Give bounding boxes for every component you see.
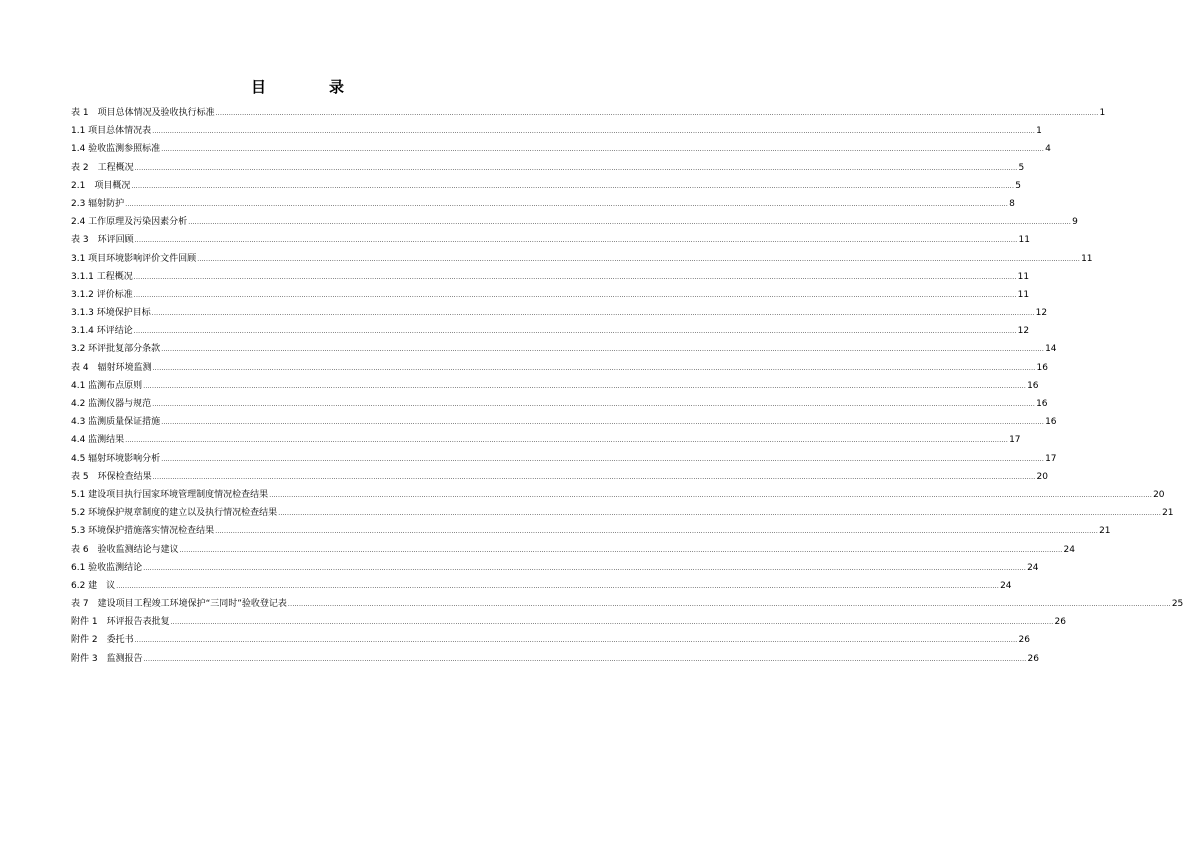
toc-entry-label: 4.1 监测布点原则 bbox=[71, 380, 143, 391]
toc-entry[interactable] bbox=[71, 450, 1057, 468]
toc-entry-page: 21 bbox=[1162, 508, 1174, 519]
toc-entry-page: 20 bbox=[1036, 471, 1048, 482]
toc-entry[interactable] bbox=[71, 213, 1078, 231]
toc-entry-label: 1.1 项目总体情况表 bbox=[71, 126, 152, 137]
toc-entry-page: 5 bbox=[1018, 162, 1025, 173]
toc-leader: ................................................................................................................................................................................................................................................................................................................................................................................................................ bbox=[116, 582, 1000, 590]
toc-entry-page: 12 bbox=[1035, 308, 1048, 319]
toc-entry-label: 2.1 项目概况 bbox=[71, 180, 131, 191]
toc-entry-page: 17 bbox=[1045, 453, 1057, 464]
toc-leader: ................................................................................................................................................................................................................................................................................................................................................................................................................ bbox=[197, 255, 1081, 263]
toc-entry-label: 5.1 建设项目执行国家环境管理制度情况检查结果 bbox=[71, 489, 269, 500]
toc-entry-page: 25 bbox=[1171, 599, 1183, 610]
toc-entry[interactable] bbox=[71, 413, 1057, 431]
toc-entry[interactable] bbox=[71, 359, 1048, 377]
toc-leader: ................................................................................................................................................................................................................................................................................................................................................................................................................ bbox=[151, 310, 1035, 318]
toc-leader: ................................................................................................................................................................................................................................................................................................................................................................................................................ bbox=[143, 655, 1027, 663]
toc-entry[interactable] bbox=[71, 631, 1030, 649]
toc-leader: ................................................................................................................................................................................................................................................................................................................................................................................................................ bbox=[133, 291, 1017, 299]
toc-entry-page: 11 bbox=[1018, 235, 1030, 246]
toc-leader: ................................................................................................................................................................................................................................................................................................................................................................................................................ bbox=[143, 564, 1027, 572]
toc-entry-label: 附件 2 委托书 bbox=[71, 635, 134, 646]
toc-entry-label: 3.1.4 环评结论 bbox=[71, 326, 133, 337]
toc-entry-label: 3.1.2 评价标准 bbox=[71, 289, 133, 300]
toc-leader: ................................................................................................................................................................................................................................................................................................................................................................................................................ bbox=[134, 237, 1018, 245]
toc-entry-page: 11 bbox=[1017, 271, 1030, 282]
toc-entry[interactable] bbox=[71, 468, 1048, 486]
toc-entry-label: 表 3 环评回顾 bbox=[71, 235, 134, 246]
toc-leader: ................................................................................................................................................................................................................................................................................................................................................................................................................ bbox=[133, 328, 1017, 336]
toc-entry[interactable] bbox=[71, 431, 1021, 449]
toc-entry[interactable] bbox=[71, 595, 1183, 613]
toc-leader: ................................................................................................................................................................................................................................................................................................................................................................................................................ bbox=[152, 364, 1036, 372]
toc-entry[interactable] bbox=[71, 286, 1030, 304]
toc-leader: ................................................................................................................................................................................................................................................................................................................................................................................................................ bbox=[215, 110, 1099, 117]
toc-entry[interactable] bbox=[71, 577, 1012, 595]
toc-entry-page: 1 bbox=[1099, 108, 1106, 118]
toc-leader: ................................................................................................................................................................................................................................................................................................................................................................................................................ bbox=[134, 637, 1018, 645]
toc-entry[interactable] bbox=[71, 522, 1111, 540]
toc-leader: ................................................................................................................................................................................................................................................................................................................................................................................................................ bbox=[125, 437, 1009, 445]
toc-leader: ................................................................................................................................................................................................................................................................................................................................................................................................................ bbox=[152, 128, 1036, 136]
toc-entry[interactable] bbox=[71, 377, 1039, 395]
toc-entry-page: 16 bbox=[1036, 399, 1048, 409]
toc-entry[interactable] bbox=[71, 122, 1042, 140]
toc-entry-page: 21 bbox=[1099, 526, 1111, 537]
toc-entry[interactable] bbox=[71, 559, 1039, 577]
toc-entry[interactable] bbox=[71, 504, 1174, 522]
toc-leader: ................................................................................................................................................................................................................................................................................................................................................................................................................ bbox=[131, 182, 1015, 190]
toc-entry-page: 1 bbox=[1036, 126, 1042, 137]
toc-entry-label: 3.1.3 环境保护目标 bbox=[71, 308, 151, 319]
toc-entry[interactable] bbox=[71, 395, 1048, 413]
toc-entry-label: 表 4 辐射环境监测 bbox=[71, 362, 152, 373]
toc-leader: ................................................................................................................................................................................................................................................................................................................................................................................................................ bbox=[134, 164, 1018, 172]
toc-entry-page: 14 bbox=[1045, 344, 1057, 355]
toc-entry-label: 5.2 环境保护规章制度的建立以及执行情况检查结果 bbox=[71, 508, 278, 519]
toc-leader: ................................................................................................................................................................................................................................................................................................................................................................................................................ bbox=[188, 219, 1072, 227]
toc-entry-label: 附件 3 监测报告 bbox=[71, 653, 143, 664]
toc-entry-page: 9 bbox=[1072, 217, 1078, 228]
toc-entry-label: 3.1 项目环境影响评价文件回顾 bbox=[71, 253, 197, 264]
toc-entry-page: 11 bbox=[1017, 289, 1030, 300]
toc-entry[interactable] bbox=[71, 140, 1051, 158]
toc-leader: ................................................................................................................................................................................................................................................................................................................................................................................................................ bbox=[125, 200, 1009, 208]
toc-entry-label: 4.4 监测结果 bbox=[71, 435, 125, 446]
toc-entry[interactable] bbox=[71, 177, 1021, 195]
toc-entry-label: 1.4 验收监测参照标准 bbox=[71, 144, 161, 155]
toc-leader: ................................................................................................................................................................................................................................................................................................................................................................................................................ bbox=[133, 273, 1017, 281]
toc-entry-label: 3.1.1 工程概况 bbox=[71, 271, 133, 282]
toc-entry-label: 附件 1 环评报告表批复 bbox=[71, 617, 170, 628]
toc-leader: ................................................................................................................................................................................................................................................................................................................................................................................................................ bbox=[215, 528, 1099, 536]
toc-entry-label: 6.1 验收监测结论 bbox=[71, 562, 143, 573]
toc-entry-page: 26 bbox=[1018, 635, 1030, 646]
toc-entry-page: 24 bbox=[1000, 580, 1012, 591]
toc-leader: ................................................................................................................................................................................................................................................................................................................................................................................................................ bbox=[152, 401, 1036, 408]
toc-entry[interactable] bbox=[71, 613, 1066, 631]
toc-entry[interactable] bbox=[71, 322, 1030, 340]
toc-entry[interactable] bbox=[71, 231, 1030, 249]
toc-entry-label: 表 6 验收监测结论与建议 bbox=[71, 544, 179, 555]
toc-entry-label: 4.5 辐射环境影响分析 bbox=[71, 453, 161, 464]
toc-leader: ................................................................................................................................................................................................................................................................................................................................................................................................................ bbox=[161, 419, 1045, 427]
toc-entry[interactable] bbox=[71, 486, 1165, 504]
toc-entry-page: 8 bbox=[1009, 198, 1015, 209]
toc-entry[interactable] bbox=[71, 304, 1048, 322]
toc-entry[interactable] bbox=[71, 541, 1075, 559]
toc-entry-page: 11 bbox=[1081, 253, 1093, 264]
toc-leader: ................................................................................................................................................................................................................................................................................................................................................................................................................ bbox=[269, 491, 1153, 499]
toc-entry-page: 24 bbox=[1063, 544, 1075, 555]
toc-entry[interactable] bbox=[71, 159, 1025, 177]
toc-leader: ................................................................................................................................................................................................................................................................................................................................................................................................................ bbox=[161, 346, 1045, 354]
table-of-contents bbox=[71, 104, 1183, 668]
toc-leader: ................................................................................................................................................................................................................................................................................................................................................................................................................ bbox=[143, 382, 1027, 390]
toc-leader: ................................................................................................................................................................................................................................................................................................................................................................................................................ bbox=[278, 510, 1162, 518]
toc-entry-page: 4 bbox=[1045, 144, 1051, 155]
toc-title: 目 录 bbox=[250, 78, 368, 96]
toc-leader: ................................................................................................................................................................................................................................................................................................................................................................................................................ bbox=[161, 146, 1045, 154]
toc-entry-label: 4.2 监测仪器与规范 bbox=[71, 399, 152, 409]
toc-entry-label: 5.3 环境保护措施落实情况检查结果 bbox=[71, 526, 215, 537]
toc-entry-label: 2.3 辐射防护 bbox=[71, 198, 125, 209]
toc-entry-page: 16 bbox=[1027, 380, 1039, 391]
toc-entry-label: 表 1 项目总体情况及验收执行标准 bbox=[71, 108, 215, 118]
toc-entry-label: 6.2 建 议 bbox=[71, 580, 116, 591]
toc-entry-label: 3.2 环评批复部分条款 bbox=[71, 344, 161, 355]
toc-entry-page: 12 bbox=[1017, 326, 1030, 337]
toc-entry[interactable] bbox=[71, 340, 1057, 358]
toc-leader: ................................................................................................................................................................................................................................................................................................................................................................................................................ bbox=[287, 601, 1171, 609]
toc-entry-label: 表 5 环保检查结果 bbox=[71, 471, 152, 482]
toc-entry-label: 表 7 建设项目工程竣工环境保护“三同时”验收登记表 bbox=[71, 599, 287, 610]
toc-entry-label: 表 2 工程概况 bbox=[71, 162, 134, 173]
toc-entry-page: 26 bbox=[1027, 653, 1039, 664]
toc-leader: ................................................................................................................................................................................................................................................................................................................................................................................................................ bbox=[170, 619, 1054, 627]
toc-entry[interactable] bbox=[71, 250, 1093, 268]
toc-entry-page: 17 bbox=[1009, 435, 1021, 446]
toc-entry-page: 20 bbox=[1153, 489, 1165, 500]
toc-leader: ................................................................................................................................................................................................................................................................................................................................................................................................................ bbox=[179, 546, 1063, 554]
toc-leader: ................................................................................................................................................................................................................................................................................................................................................................................................................ bbox=[161, 455, 1045, 463]
toc-entry-page: 24 bbox=[1027, 562, 1039, 573]
toc-leader: ................................................................................................................................................................................................................................................................................................................................................................................................................ bbox=[152, 473, 1036, 481]
toc-entry[interactable] bbox=[71, 268, 1030, 286]
toc-entry-page: 16 bbox=[1036, 362, 1048, 373]
toc-entry-page: 5 bbox=[1015, 180, 1021, 191]
toc-entry-page: 26 bbox=[1054, 617, 1066, 628]
toc-entry[interactable] bbox=[71, 195, 1015, 213]
toc-entry-label: 2.4 工作原理及污染因素分析 bbox=[71, 217, 188, 228]
toc-entry[interactable] bbox=[71, 104, 1106, 122]
toc-entry-page: 16 bbox=[1045, 417, 1057, 428]
toc-entry[interactable] bbox=[71, 650, 1039, 668]
toc-entry-label: 4.3 监测质量保证措施 bbox=[71, 417, 161, 428]
